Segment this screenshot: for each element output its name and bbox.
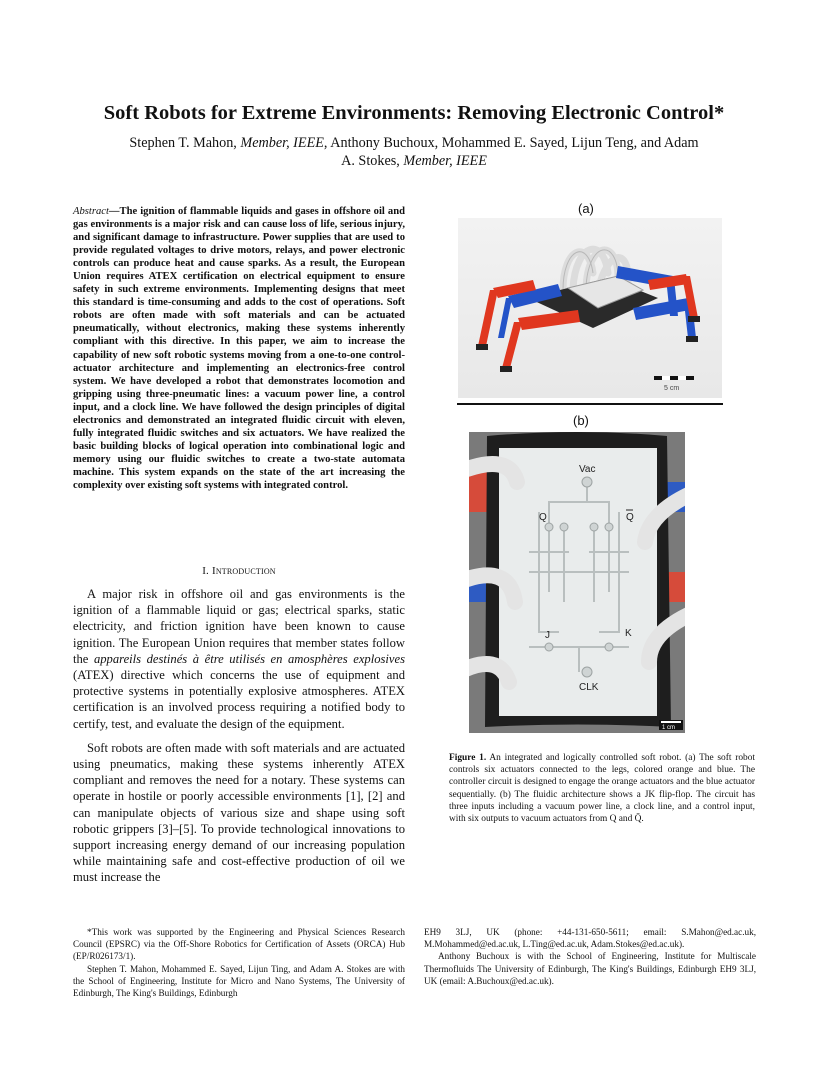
paper-title: Soft Robots for Extreme Environments: Removing Electronic Control* (103, 102, 725, 124)
fluidic-circuit-photo (469, 432, 685, 733)
label-vac: Vac (579, 464, 596, 475)
author-membership: Member, IEEE (403, 153, 487, 169)
author-membership: Member, IEEE (240, 135, 324, 151)
paragraph (73, 586, 405, 732)
footnote-contact: EH9 3LJ, UK (phone: +44-131-650-5611; email: S.Mahon@ed.ac.uk, M.Mohammed@ed.ac.uk, L.Ting@ed.ac.uk, Adam.Stokes@ed.ac.uk). (424, 927, 756, 950)
section-heading (73, 565, 405, 577)
author-list (80, 134, 748, 170)
label-q: Q (539, 512, 547, 523)
robot-illustration (458, 218, 722, 398)
scale-label-b: 1 cm (662, 725, 676, 731)
footnote-affiliation: Stephen T. Mahon, Mohammed E. Sayed, Lijun Ting, and Adam A. Stokes are with the School of Engineering, Institute for Micro and Nano Systems, The University of Edinburgh, The King's Buildings, Edinburgh (73, 963, 405, 999)
fluidic-chip (499, 448, 657, 716)
author-text: A. Stokes, (341, 153, 404, 169)
label-clk: CLK (579, 682, 599, 693)
abstract-text: —The ignition of flammable liquids and gases in offshore oil and gas environments is a major risk and can cause loss of life, serious injury, and significant damage to infrastructure. Power supplies that are used to provide regulated voltages to drive motors, relays, and power electronic controls can produce heat and cause sparks. As a result, the European Union requires ATEX certification on electrical equipment to ensure safety in such extreme environments. Implementing designs that meet this standard is time-consuming and adds to the cost of operations. Soft robots are often made with soft materials and can be actuated pneumatically, without electronics, making these systems inherently compliant with this directive. In this paper, we aim to increase the capability of new soft robotic systems moving from a one-to-one control-actuator architecture and implementing an electronics-free control system. We have developed a robot that demonstrates locomotion and gripping using three-pneumatic lines: a vacuum power line, a control input, and a clock line. We have followed the design principles of digital electronics and demonstrated an integrated fluidic circuit with eleven, fully integrated fluidic switches and six actuators. We have realized the basic building blocks of logical operation into combinational logic and memory using our fluidic switches to create a two-state automata machine. This system expands on the state of the art increasing the complexity over existing soft systems with integrated control. (73, 206, 405, 491)
footnote-left (73, 926, 405, 999)
author-text: Stephen T. Mahon, (129, 135, 241, 151)
paragraph: Soft robots are often made with soft materials and are actuated using pneumatics, making these systems inherently ATEX compliant and removes the need for a notary. These systems can operate in hostile or poorly accessible environments [1], [2] and can manipulate objects of various size and shape using soft robotic grippers [3]–[5]. To provide technological innovations to support increasing energy demand of our increasing population while maintaining safe and cost-effective production of oil we must increase the (73, 740, 405, 885)
section-title: Introduction (211, 565, 276, 577)
introduction-body (73, 586, 405, 894)
label-q-bar: Q (626, 512, 634, 523)
footnote-funding: *This work was supported by the Engineering and Physical Sciences Research Council (EPSRC) via the Off-Shore Robotics for Certification of Assets (ORCA) Hub (EP/R026173/1). (73, 927, 405, 962)
paragraph-italic: appareils destinés à être utilisés en amosphères explosives (93, 651, 405, 666)
caption-lead: Figure 1. (449, 753, 487, 763)
paragraph-text: (ATEX) directive which concerns the use of equipment and protective systems in potentially explosive atmospheres. ATEX certification is an involved process requiring a notified body to certify, test, and evaluate the design of the equipment. (73, 668, 405, 731)
abstract (73, 205, 405, 492)
footnote-right (424, 926, 756, 987)
section-numeral: I. (202, 565, 212, 577)
figure-panel-b-label: (b) (573, 413, 589, 428)
figure-divider (457, 403, 723, 405)
scale-bar-a (654, 376, 694, 392)
caption-text: An integrated and logically controlled soft robot. (a) The soft robot controls six actuators connected to the legs, colored orange and blue. The controller circuit is designed to engage the orange actuators and the blue actuator sequentially. (b) The fluidic architecture shows a JK flip-flop. The circuit has three inputs including a vacuum power line, a clock line, and a control input, with six outputs to vacuum actuators from Q and Q̄. (449, 753, 755, 825)
label-j: J (545, 630, 550, 641)
scale-label-a: 5 cm (664, 385, 680, 392)
circuit-illustration (469, 432, 685, 733)
footnote-affiliation: Anthony Buchoux is with the School of Engineering, Institute for Multiscale Thermofluids The University of Edinburgh, The King's Buildings, Edinburgh EH9 3LJ, UK (email: A.Buchoux@ed.ac.uk). (424, 951, 756, 986)
label-k: K (625, 628, 632, 639)
figure-panel-a-label: (a) (578, 201, 594, 216)
author-text: , Anthony Buchoux, Mohammed E. Sayed, Lijun Teng, and Adam (323, 135, 699, 151)
abstract-lead: Abstract (73, 206, 109, 217)
figure-caption (449, 752, 755, 825)
paragraph-text: A major risk in offshore oil and gas environments is the ignition of a flammable liquid or gas; electrical sparks, static electricity, and friction ignition have been known to cause ignition. The European Union requires that member states follow the (73, 587, 405, 666)
robot-photo (458, 218, 722, 398)
